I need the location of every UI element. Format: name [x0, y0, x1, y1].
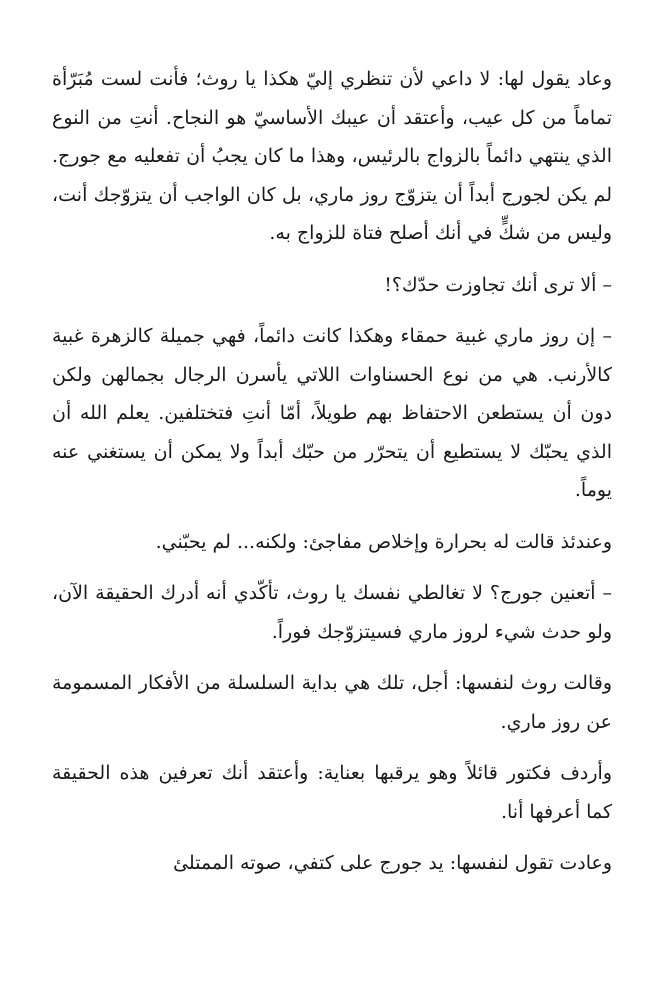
paragraph-victor-speech: وعاد يقول لها: لا داعي لأن تنظري إليّ هكذا يا روث؛ فأنت لست مُبَرّأة تماماً من كل عيب، وأعتقد أن عيبك الأساسيّ هو النجاح. أنتِ من النوع الذي ينتهي دائماً بالزواج بالرئيس، وهذا ما كان يجبُ أن تفعليه مع جورج. لم يكن لجورج أبداً أن يتزوّج روز ماري، بل كان الواجب أن يتزوّجك أنت، وليس من شكٍّ في أنك أصلح فتاة للزواج به. [52, 68, 612, 244]
book-page [52, 60, 612, 896]
paragraph-ruth-sudden: وعندئذ قالت له بحرارة وإخلاص مفاجئ: ولكنه... لم يحبّني. [155, 530, 612, 553]
paragraph-ruth-reply: – ألا ترى أنك تجاوزت حدّك؟! [384, 273, 612, 296]
paragraph-ruth-memory: وعادت تقول لنفسها: يد جورج على كتفي، صوته الممتلئ [173, 852, 612, 874]
paragraph-ruth-thought: وقالت روث لنفسها: أجل، تلك هي بداية السلسلة من الأفكار المسمومة عن روز ماري. [52, 672, 612, 733]
paragraph-victor-continued: وأردف فكتور قائلاً وهو يرقبها بعناية: وأعتقد أنك تعرفين هذه الحقيقة كما أعرفها أنا. [52, 762, 612, 823]
paragraph-george-realized: – أتعنين جورج؟ لا تغالطي نفسك يا روث، تأكّدي أنه أدرك الحقيقة الآن، ولو حدث شيء لروز ماري فسيتزوّجك فوراً. [52, 582, 612, 643]
paragraph-rosemary-description: – إن روز ماري غبية حمقاء وهكذا كانت دائماً، فهي جميلة كالزهرة غبية كالأرنب. هي من نوع الحسناوات اللاتي يأسرن الرجال بجمالهن ولكن دون أن يستطعن الاحتفاظ بهم طويلاً، أمّا أنتِ فتختلفين. يعلم الله أن الذي يحبّك لا يستطيع أن يتحرّر من حبّك أبداً ولا يمكن أن يستغني عنه يوماً. [52, 325, 612, 501]
